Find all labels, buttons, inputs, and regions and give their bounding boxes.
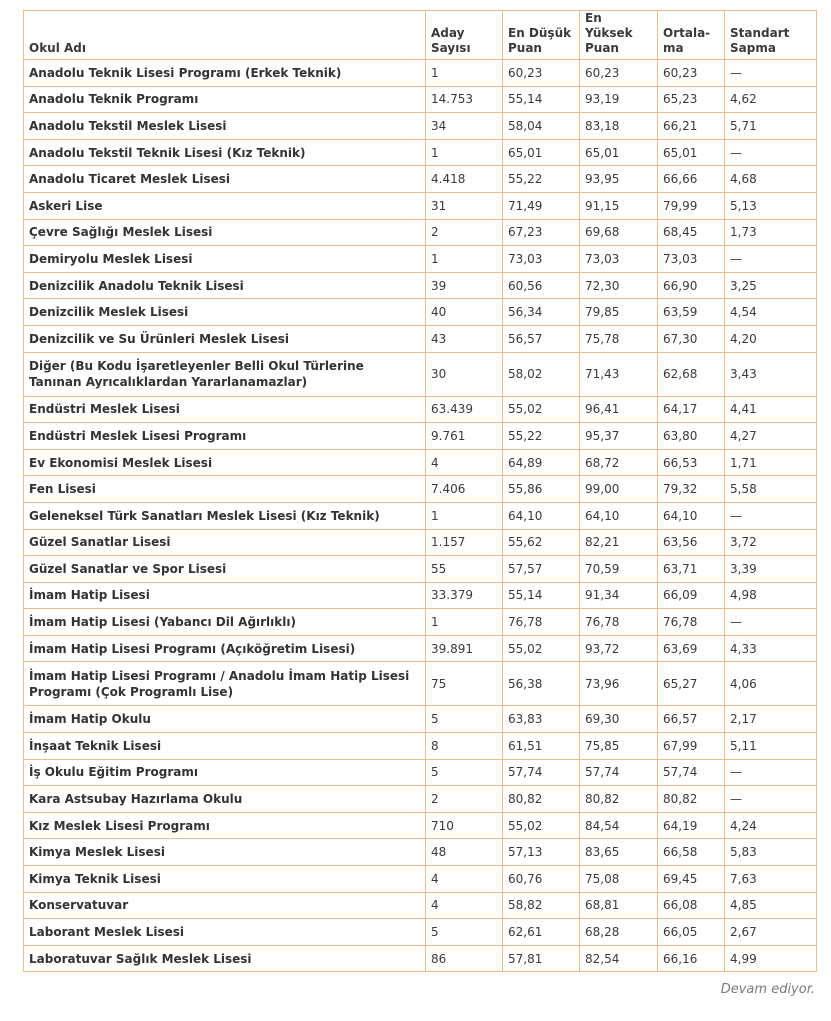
school-name-cell: Konservatuvar: [24, 892, 426, 919]
max-score-cell: 71,43: [580, 352, 658, 396]
min-score-cell: 65,01: [503, 139, 580, 166]
candidate-count-cell: 4: [426, 866, 503, 893]
max-score-cell: 60,23: [580, 60, 658, 87]
table-row: [24, 786, 817, 813]
school-name-cell: Kız Meslek Lisesi Programı: [24, 812, 426, 839]
school-name-cell: İmam Hatip Lisesi Programı (Açıköğretim Lisesi): [24, 635, 426, 662]
std-dev-cell: 5,71: [725, 113, 817, 140]
average-cell: 66,05: [658, 919, 725, 946]
min-score-cell: 57,74: [503, 759, 580, 786]
candidate-count-cell: 48: [426, 839, 503, 866]
average-cell: 62,68: [658, 352, 725, 396]
candidate-count-cell: 4: [426, 449, 503, 476]
max-score-cell: 69,30: [580, 706, 658, 733]
candidate-count-cell: 39.891: [426, 635, 503, 662]
max-score-cell: 80,82: [580, 786, 658, 813]
school-name-cell: Kimya Meslek Lisesi: [24, 839, 426, 866]
min-score-cell: 57,81: [503, 945, 580, 972]
candidate-count-cell: 1: [426, 502, 503, 529]
average-cell: 66,57: [658, 706, 725, 733]
school-name-cell: İnşaat Teknik Lisesi: [24, 733, 426, 760]
std-dev-cell: 1,73: [725, 219, 817, 246]
average-cell: 66,66: [658, 166, 725, 193]
school-name-cell: Laboratuvar Sağlık Meslek Lisesi: [24, 945, 426, 972]
average-cell: 69,45: [658, 866, 725, 893]
std-dev-cell: 5,83: [725, 839, 817, 866]
school-name-cell: Denizcilik ve Su Ürünleri Meslek Lisesi: [24, 325, 426, 352]
candidate-count-cell: 63.439: [426, 396, 503, 423]
min-score-cell: 55,22: [503, 423, 580, 450]
std-dev-cell: —: [725, 139, 817, 166]
school-name-cell: İmam Hatip Lisesi Programı / Anadolu İmam Hatip Lisesi Programı (Çok Programlı Lise): [24, 662, 426, 706]
candidate-count-cell: 33.379: [426, 582, 503, 609]
average-cell: 66,53: [658, 449, 725, 476]
min-score-cell: 57,13: [503, 839, 580, 866]
candidate-count-cell: 30: [426, 352, 503, 396]
std-dev-cell: 4,24: [725, 812, 817, 839]
candidate-count-cell: 14.753: [426, 86, 503, 113]
max-score-cell: 64,10: [580, 502, 658, 529]
table-row: [24, 839, 817, 866]
std-dev-cell: —: [725, 246, 817, 273]
min-score-cell: 55,02: [503, 396, 580, 423]
min-score-cell: 55,02: [503, 635, 580, 662]
school-name-cell: Kara Astsubay Hazırlama Okulu: [24, 786, 426, 813]
candidate-count-cell: 34: [426, 113, 503, 140]
table-row: [24, 529, 817, 556]
table-row: [24, 113, 817, 140]
table-row: [24, 423, 817, 450]
candidate-count-cell: 4.418: [426, 166, 503, 193]
std-dev-cell: —: [725, 60, 817, 87]
average-cell: 63,80: [658, 423, 725, 450]
table-row: [24, 945, 817, 972]
header-school-name: Okul Adı: [24, 11, 426, 60]
std-dev-cell: 4,62: [725, 86, 817, 113]
std-dev-cell: 4,33: [725, 635, 817, 662]
std-dev-cell: 4,98: [725, 582, 817, 609]
max-score-cell: 91,15: [580, 192, 658, 219]
table-row: [24, 325, 817, 352]
school-name-cell: Demiryolu Meslek Lisesi: [24, 246, 426, 273]
min-score-cell: 55,86: [503, 476, 580, 503]
table-row: [24, 272, 817, 299]
average-cell: 66,21: [658, 113, 725, 140]
average-cell: 79,99: [658, 192, 725, 219]
table-row: [24, 352, 817, 396]
average-cell: 68,45: [658, 219, 725, 246]
std-dev-cell: —: [725, 759, 817, 786]
candidate-count-cell: 86: [426, 945, 503, 972]
std-dev-cell: 2,67: [725, 919, 817, 946]
min-score-cell: 56,34: [503, 299, 580, 326]
average-cell: 76,78: [658, 609, 725, 636]
table-row: [24, 502, 817, 529]
header-min-score: En Düşük Puan: [503, 11, 580, 60]
std-dev-cell: 4,06: [725, 662, 817, 706]
max-score-cell: 75,85: [580, 733, 658, 760]
min-score-cell: 55,22: [503, 166, 580, 193]
candidate-count-cell: 5: [426, 706, 503, 733]
school-name-cell: Ev Ekonomisi Meslek Lisesi: [24, 449, 426, 476]
average-cell: 65,23: [658, 86, 725, 113]
min-score-cell: 58,02: [503, 352, 580, 396]
max-score-cell: 57,74: [580, 759, 658, 786]
table-row: [24, 662, 817, 706]
table-header-row: [24, 11, 817, 60]
table-row: [24, 396, 817, 423]
table-row: [24, 892, 817, 919]
school-name-cell: Denizcilik Meslek Lisesi: [24, 299, 426, 326]
school-name-cell: Anadolu Teknik Lisesi Programı (Erkek Teknik): [24, 60, 426, 87]
school-name-cell: Askeri Lise: [24, 192, 426, 219]
average-cell: 57,74: [658, 759, 725, 786]
max-score-cell: 75,08: [580, 866, 658, 893]
std-dev-cell: 7,63: [725, 866, 817, 893]
school-name-cell: Denizcilik Anadolu Teknik Lisesi: [24, 272, 426, 299]
std-dev-cell: 4,54: [725, 299, 817, 326]
max-score-cell: 96,41: [580, 396, 658, 423]
max-score-cell: 73,03: [580, 246, 658, 273]
candidate-count-cell: 55: [426, 556, 503, 583]
std-dev-cell: 4,68: [725, 166, 817, 193]
average-cell: 63,71: [658, 556, 725, 583]
max-score-cell: 72,30: [580, 272, 658, 299]
candidate-count-cell: 1.157: [426, 529, 503, 556]
school-name-cell: İmam Hatip Lisesi (Yabancı Dil Ağırlıklı): [24, 609, 426, 636]
candidate-count-cell: 2: [426, 786, 503, 813]
table-row: [24, 60, 817, 87]
table-row: [24, 219, 817, 246]
school-name-cell: Endüstri Meslek Lisesi Programı: [24, 423, 426, 450]
max-score-cell: 68,81: [580, 892, 658, 919]
max-score-cell: 73,96: [580, 662, 658, 706]
table-row: [24, 476, 817, 503]
min-score-cell: 55,14: [503, 86, 580, 113]
average-cell: 66,58: [658, 839, 725, 866]
candidate-count-cell: 1: [426, 139, 503, 166]
table-row: [24, 812, 817, 839]
header-average: Ortala- ma: [658, 11, 725, 60]
min-score-cell: 60,23: [503, 60, 580, 87]
average-cell: 73,03: [658, 246, 725, 273]
candidate-count-cell: 43: [426, 325, 503, 352]
min-score-cell: 61,51: [503, 733, 580, 760]
average-cell: 79,32: [658, 476, 725, 503]
max-score-cell: 70,59: [580, 556, 658, 583]
school-name-cell: Fen Lisesi: [24, 476, 426, 503]
average-cell: 64,17: [658, 396, 725, 423]
max-score-cell: 68,28: [580, 919, 658, 946]
candidate-count-cell: 75: [426, 662, 503, 706]
school-name-cell: Güzel Sanatlar Lisesi: [24, 529, 426, 556]
min-score-cell: 62,61: [503, 919, 580, 946]
table-row: [24, 582, 817, 609]
max-score-cell: 91,34: [580, 582, 658, 609]
school-name-cell: Kimya Teknik Lisesi: [24, 866, 426, 893]
max-score-cell: 68,72: [580, 449, 658, 476]
average-cell: 65,01: [658, 139, 725, 166]
max-score-cell: 82,21: [580, 529, 658, 556]
min-score-cell: 76,78: [503, 609, 580, 636]
min-score-cell: 60,56: [503, 272, 580, 299]
candidate-count-cell: 5: [426, 759, 503, 786]
average-cell: 66,90: [658, 272, 725, 299]
table-row: [24, 449, 817, 476]
std-dev-cell: 1,71: [725, 449, 817, 476]
candidate-count-cell: 2: [426, 219, 503, 246]
table-row: [24, 635, 817, 662]
table-row: [24, 192, 817, 219]
min-score-cell: 60,76: [503, 866, 580, 893]
std-dev-cell: 3,39: [725, 556, 817, 583]
std-dev-cell: 3,25: [725, 272, 817, 299]
std-dev-cell: 4,41: [725, 396, 817, 423]
header-std-dev: Standart Sapma: [725, 11, 817, 60]
school-name-cell: İmam Hatip Lisesi: [24, 582, 426, 609]
min-score-cell: 56,38: [503, 662, 580, 706]
average-cell: 60,23: [658, 60, 725, 87]
school-name-cell: Anadolu Tekstil Meslek Lisesi: [24, 113, 426, 140]
average-cell: 66,16: [658, 945, 725, 972]
min-score-cell: 58,82: [503, 892, 580, 919]
school-name-cell: Endüstri Meslek Lisesi: [24, 396, 426, 423]
school-name-cell: Diğer (Bu Kodu İşaretleyenler Belli Okul Türlerine Tanınan Ayrıcalıklardan Yararlanamazlar): [24, 352, 426, 396]
average-cell: 64,19: [658, 812, 725, 839]
std-dev-cell: 4,27: [725, 423, 817, 450]
max-score-cell: 75,78: [580, 325, 658, 352]
min-score-cell: 56,57: [503, 325, 580, 352]
average-cell: 66,09: [658, 582, 725, 609]
max-score-cell: 76,78: [580, 609, 658, 636]
school-name-cell: Geleneksel Türk Sanatları Meslek Lisesi (Kız Teknik): [24, 502, 426, 529]
table-row: [24, 556, 817, 583]
candidate-count-cell: 39: [426, 272, 503, 299]
std-dev-cell: 4,20: [725, 325, 817, 352]
average-cell: 65,27: [658, 662, 725, 706]
max-score-cell: 79,85: [580, 299, 658, 326]
candidate-count-cell: 40: [426, 299, 503, 326]
average-cell: 64,10: [658, 502, 725, 529]
candidate-count-cell: 1: [426, 246, 503, 273]
min-score-cell: 63,83: [503, 706, 580, 733]
table-row: [24, 706, 817, 733]
min-score-cell: 57,57: [503, 556, 580, 583]
max-score-cell: 69,68: [580, 219, 658, 246]
min-score-cell: 55,02: [503, 812, 580, 839]
school-name-cell: Güzel Sanatlar ve Spor Lisesi: [24, 556, 426, 583]
std-dev-cell: 2,17: [725, 706, 817, 733]
max-score-cell: 93,19: [580, 86, 658, 113]
min-score-cell: 80,82: [503, 786, 580, 813]
candidate-count-cell: 710: [426, 812, 503, 839]
std-dev-cell: 3,72: [725, 529, 817, 556]
table-row: [24, 139, 817, 166]
max-score-cell: 93,72: [580, 635, 658, 662]
max-score-cell: 93,95: [580, 166, 658, 193]
min-score-cell: 71,49: [503, 192, 580, 219]
school-name-cell: Anadolu Teknik Programı: [24, 86, 426, 113]
school-name-cell: İmam Hatip Okulu: [24, 706, 426, 733]
min-score-cell: 73,03: [503, 246, 580, 273]
std-dev-cell: 5,58: [725, 476, 817, 503]
min-score-cell: 55,62: [503, 529, 580, 556]
table-row: [24, 759, 817, 786]
candidate-count-cell: 31: [426, 192, 503, 219]
table-row: [24, 299, 817, 326]
school-name-cell: Laborant Meslek Lisesi: [24, 919, 426, 946]
min-score-cell: 64,89: [503, 449, 580, 476]
max-score-cell: 83,18: [580, 113, 658, 140]
header-candidate-count: Aday Sayısı: [426, 11, 503, 60]
max-score-cell: 95,37: [580, 423, 658, 450]
max-score-cell: 83,65: [580, 839, 658, 866]
candidate-count-cell: 1: [426, 609, 503, 636]
std-dev-cell: 3,43: [725, 352, 817, 396]
average-cell: 63,59: [658, 299, 725, 326]
std-dev-cell: 4,85: [725, 892, 817, 919]
std-dev-cell: 4,99: [725, 945, 817, 972]
std-dev-cell: 5,13: [725, 192, 817, 219]
table-row: [24, 866, 817, 893]
school-name-cell: Anadolu Tekstil Teknik Lisesi (Kız Teknik): [24, 139, 426, 166]
min-score-cell: 58,04: [503, 113, 580, 140]
candidate-count-cell: 4: [426, 892, 503, 919]
min-score-cell: 64,10: [503, 502, 580, 529]
max-score-cell: 65,01: [580, 139, 658, 166]
school-name-cell: Çevre Sağlığı Meslek Lisesi: [24, 219, 426, 246]
average-cell: 67,99: [658, 733, 725, 760]
candidate-count-cell: 7.406: [426, 476, 503, 503]
candidate-count-cell: 8: [426, 733, 503, 760]
table-row: [24, 166, 817, 193]
min-score-cell: 55,14: [503, 582, 580, 609]
table-row: [24, 86, 817, 113]
std-dev-cell: —: [725, 609, 817, 636]
table-row: [24, 919, 817, 946]
candidate-count-cell: 9.761: [426, 423, 503, 450]
header-max-score: En Yüksek Puan: [580, 11, 658, 60]
school-scores-table: [23, 10, 817, 972]
average-cell: 63,69: [658, 635, 725, 662]
average-cell: 67,30: [658, 325, 725, 352]
std-dev-cell: —: [725, 502, 817, 529]
table-row: [24, 733, 817, 760]
table-row: [24, 246, 817, 273]
average-cell: 66,08: [658, 892, 725, 919]
average-cell: 80,82: [658, 786, 725, 813]
std-dev-cell: —: [725, 786, 817, 813]
average-cell: 63,56: [658, 529, 725, 556]
max-score-cell: 84,54: [580, 812, 658, 839]
school-name-cell: Anadolu Ticaret Meslek Lisesi: [24, 166, 426, 193]
continued-note: Devam ediyor.: [720, 982, 815, 997]
school-name-cell: İş Okulu Eğitim Programı: [24, 759, 426, 786]
min-score-cell: 67,23: [503, 219, 580, 246]
std-dev-cell: 5,11: [725, 733, 817, 760]
max-score-cell: 99,00: [580, 476, 658, 503]
candidate-count-cell: 5: [426, 919, 503, 946]
candidate-count-cell: 1: [426, 60, 503, 87]
max-score-cell: 82,54: [580, 945, 658, 972]
table-row: [24, 609, 817, 636]
